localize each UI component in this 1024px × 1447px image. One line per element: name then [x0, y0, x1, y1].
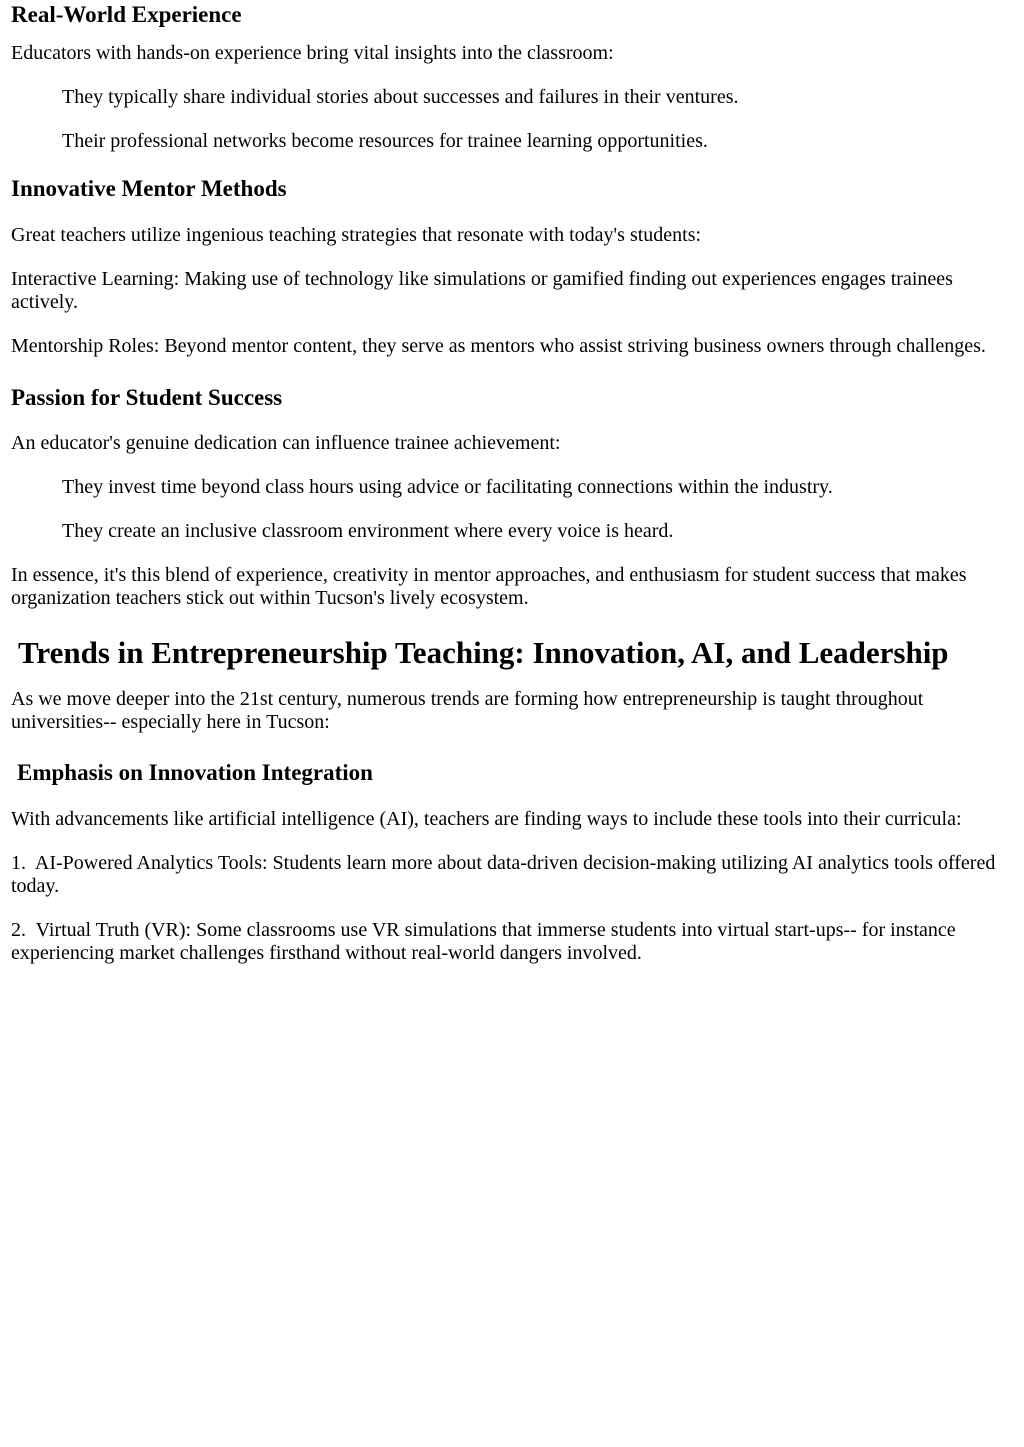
- article-body: [0, 1, 1024, 965]
- paragraph: As we move deeper into the 21st century, numerous trends are forming how entrepreneurship is taught throughout universities-- especially here in Tucson:: [11, 688, 924, 733]
- paragraph: In essence, it's this blend of experience, creativity in mentor approaches, and enthusiasm for student success that makes organization teachers stick out within Tucson's lively ecosystem.: [11, 564, 967, 609]
- numbered-item: 2. Virtual Truth (VR): Some classrooms use VR simulations that immerse students into virtual start-ups-- for instance experiencing market challenges firsthand without real-world dangers involved.: [11, 919, 956, 964]
- paragraph: Interactive Learning: Making use of technology like simulations or gamified finding out experiences engages trainees actively.: [11, 268, 953, 313]
- paragraph: An educator's genuine dedication can influence trainee achievement:: [11, 432, 561, 454]
- section-heading-emphasis-on-innovation-integration: Emphasis on Innovation Integration: [17, 760, 373, 785]
- section-heading-passion-for-student-success: Passion for Student Success: [11, 385, 283, 410]
- section-heading-innovative-mentor-methods: Innovative Mentor Methods: [11, 176, 287, 201]
- paragraph: Mentorship Roles: Beyond mentor content, they serve as mentors who assist striving business owners through challenges.: [11, 335, 986, 357]
- section-heading-trends-in-entrepreneurship-teaching: Trends in Entrepreneurship Teaching: Innovation, AI, and Leadership: [18, 635, 949, 670]
- indented-point: They invest time beyond class hours using advice or facilitating connections within the industry.: [62, 476, 833, 498]
- indented-point: They create an inclusive classroom environment where every voice is heard.: [62, 520, 674, 542]
- paragraph: Educators with hands-on experience bring vital insights into the classroom:: [11, 42, 614, 64]
- indented-point: Their professional networks become resources for trainee learning opportunities.: [62, 130, 708, 152]
- numbered-item: 1. AI-Powered Analytics Tools: Students learn more about data-driven decision-making utilizing AI analytics tools offered today.: [11, 852, 996, 897]
- paragraph: Great teachers utilize ingenious teaching strategies that resonate with today's students:: [11, 224, 702, 246]
- section-heading-real-world-experience: Real-World Experience: [11, 2, 242, 27]
- paragraph: With advancements like artificial intelligence (AI), teachers are finding ways to include these tools into their curricula:: [11, 808, 962, 830]
- indented-point: They typically share individual stories about successes and failures in their ventures.: [62, 86, 739, 108]
